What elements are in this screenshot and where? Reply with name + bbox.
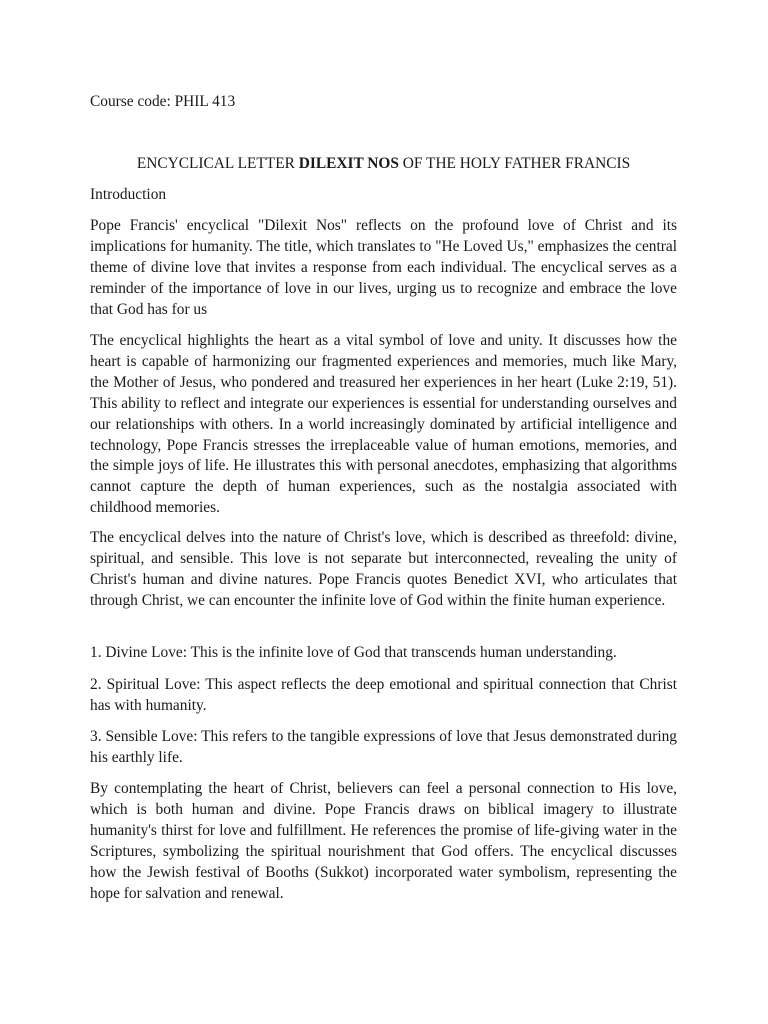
list-item-divine-love: 1. Divine Love: This is the infinite love of God that transcends human understanding. — [90, 644, 617, 661]
paragraph-intro: Pope Francis' encyclical "Dilexit Nos" reflects on the profound love of Christ and its implications for humanity. The title, which translates to "He Loved Us," emphasizes the central theme of divine love that invites a response from each individual. The encyclical serves as a reminder of the importance of love in our lives, urging us to recognize and embrace the love that God has for us — [90, 217, 677, 318]
document-title — [90, 154, 677, 175]
course-code: Course code: PHIL 413 — [90, 93, 236, 110]
title-suffix: OF THE HOLY FATHER FRANCIS — [398, 155, 631, 172]
list-item-spiritual-love: 2. Spiritual Love: This aspect reflects the deep emotional and spiritual connection that Christ has with humanity. — [90, 676, 677, 714]
paragraph-threefold-love: The encyclical delves into the nature of Christ's love, which is described as threefold: divine, spiritual, and sensible. This love is not separate but interconnected, revealing the unity of Christ's human and divine natures. Pope Francis quotes Benedict XVI, who articulates that through Christ, we can encounter the infinite love of God within the finite human experience. — [90, 529, 677, 609]
list-item-sensible-love: 3. Sensible Love: This refers to the tangible expressions of love that Jesus demonstrated during his earthly life. — [90, 728, 677, 766]
title-prefix: ENCYCLICAL LETTER — [136, 155, 299, 172]
paragraph-heart: The encyclical highlights the heart as a vital symbol of love and unity. It discusses how the heart is capable of harmonizing our fragmented experiences and memories, much like Mary, the Mother of Jesus, who pondered and treasured her experiences in her heart (Luke 2:19, 51). This ability to reflect and integrate our experiences is essential for understanding ourselves and our relationships with others. In a world increasingly dominated by artificial intelligence and technology, Pope Francis stresses the irreplaceable value of human emotions, memories, and the simple joys of life. He illustrates this with personal anecdotes, emphasizing that algorithms cannot capture the depth of human experiences, such as the nostalgia associated with childhood memories. — [90, 332, 677, 517]
title-emphasis: DILEXIT NOS — [298, 155, 399, 172]
section-heading: Introduction — [90, 186, 167, 203]
paragraph-contemplation: By contemplating the heart of Christ, believers can feel a personal connection to His love, which is both human and divine. Pope Francis draws on biblical imagery to illustrate humanity's thirst for love and fulfillment. He references the promise of life-giving water in the Scriptures, symbolizing the spiritual nourishment that God offers. The encyclical discusses how the Jewish festival of Booths (Sukkot) incorporated water symbolism, representing the hope for salvation and renewal. — [90, 780, 677, 902]
